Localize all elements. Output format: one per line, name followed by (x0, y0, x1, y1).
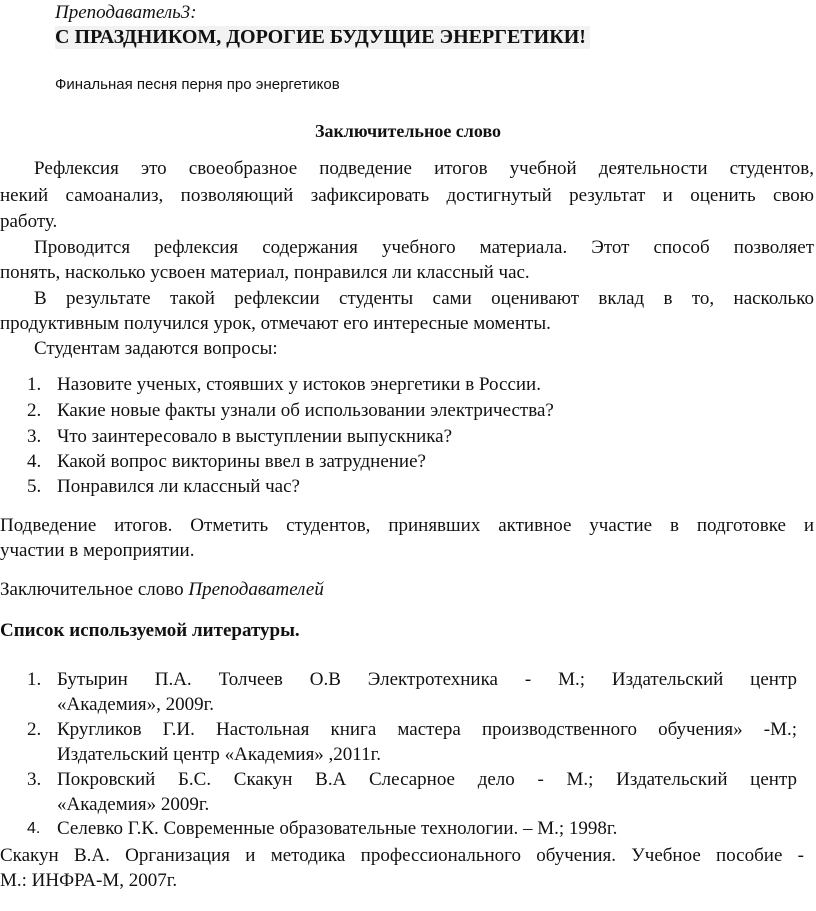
page-title: С ПРАЗДНИКОМ, ДОРОГИЕ БУДУЩИЕ ЭНЕРГЕТИКИ! (55, 26, 590, 49)
paragraph-line: Рефлексия это своеобразное подведение итогов учебной деятельности студентов, (34, 158, 814, 179)
list-item (27, 451, 426, 473)
list-text: Назовите ученых, стоявших у истоков энергетики в России. (57, 374, 541, 395)
literature-heading: Список используемой литературы. (0, 620, 300, 641)
paragraph-line: продуктивным получился урок, отмечают его интересные моменты. (0, 313, 551, 334)
paragraph-line: работу. (0, 211, 58, 232)
paragraph-line: понять, насколько усвоен материал, понравился ли классный час. (0, 262, 530, 283)
literature-number: 3. (27, 769, 42, 790)
literature-line: Селевко Г.К. Современные образовательные технологии. – М.; 1998г. (57, 818, 618, 839)
closing-line (0, 579, 324, 601)
list-item (27, 476, 300, 498)
list-number: 3. (27, 426, 42, 447)
song-note: Финальная песня перня про энергетиков (55, 76, 340, 93)
closing-prefix: Заключительное слово (0, 579, 189, 600)
literature-number: 1. (27, 669, 42, 690)
literature-number: 2. (27, 719, 42, 740)
list-item (27, 374, 541, 396)
literature-tail-line: М.: ИНФРА-М, 2007г. (0, 870, 178, 891)
literature-line: Кругликов Г.И. Настольная книга мастера производственного обучения» -М.; (57, 719, 797, 740)
literature-tail-line: Скакун В.А. Организация и методика профессионального обучения. Учебное пособие - (0, 845, 804, 866)
list-text: Понравился ли классный час? (57, 476, 300, 497)
section-heading: Заключительное слово (314, 121, 502, 141)
list-item (27, 426, 452, 448)
literature-line: «Академия», 2009г. (57, 694, 215, 715)
paragraph-line: В результате такой рефлексии студенты сами оценивают вклад в то, насколько (34, 288, 814, 309)
paragraph-line: Проводится рефлексия содержания учебного материала. Этот способ позволяет (34, 237, 814, 258)
list-text: Какие новые факты узнали об использовании электричества? (57, 400, 554, 421)
list-number: 2. (27, 400, 42, 421)
closing-speaker: Преподавателей (188, 579, 324, 600)
list-item (27, 400, 554, 422)
literature-number: 4. (27, 820, 41, 837)
speaker-label: Преподаватель3: (55, 2, 197, 23)
list-text: Что заинтересовало в выступлении выпускника? (57, 426, 453, 447)
literature-line: «Академия» 2009г. (57, 794, 210, 815)
summary-line: участии в мероприятии. (0, 540, 195, 561)
literature-line: Издательский центр «Академия» ,2011г. (57, 744, 382, 765)
literature-line: Бутырин П.А. Толчеев О.В Электротехника - М.; Издательский центр (57, 669, 797, 690)
list-number: 5. (27, 476, 42, 497)
literature-line: Покровский Б.С. Скакун В.А Слесарное дело - М.; Издательский центр (57, 769, 797, 790)
list-number: 1. (27, 374, 42, 395)
questions-intro: Студентам задаются вопросы: (34, 338, 278, 359)
list-text: Какой вопрос викторины ввел в затруднение? (57, 451, 426, 472)
list-number: 4. (27, 451, 42, 472)
summary-line: Подведение итогов. Отметить студентов, принявших активное участие в подготовке и (0, 515, 814, 536)
paragraph-line: некий самоанализ, позволяющий зафиксировать достигнутый результат и оценить свою (0, 185, 814, 206)
